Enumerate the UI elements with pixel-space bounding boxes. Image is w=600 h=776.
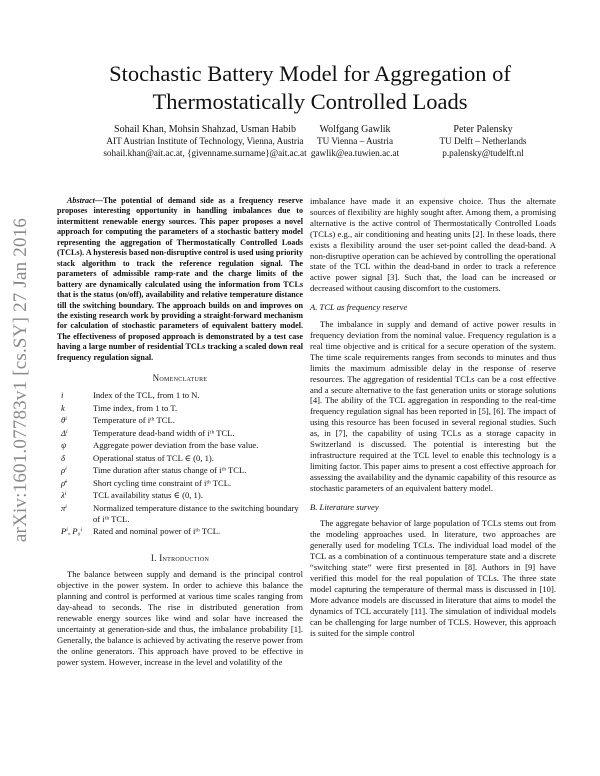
- author-names: Wolfgang Gawlik: [319, 124, 391, 135]
- nomenclature-symbol: ψ: [61, 440, 67, 451]
- nomenclature-symbol: Δⁱ: [61, 427, 68, 438]
- nomenclature-row: [57, 490, 303, 503]
- nomenclature-description: Time index, from 1 to T.: [93, 402, 178, 413]
- nomenclature-symbol: i: [61, 390, 64, 401]
- introduction-heading: I. Introduction: [150, 552, 210, 563]
- abstract-label: Abstract—: [67, 196, 103, 205]
- nomenclature-row: [57, 428, 303, 441]
- nomenclature-table: [57, 390, 303, 538]
- subsection-heading-a: A. TCL as frequency reserve: [310, 302, 408, 313]
- nomenclature-symbol: πⁱ: [61, 502, 68, 513]
- author-list: [0, 124, 600, 164]
- intro-continued-paragraph: imbalance have made it an expensive choice. Thus the alternate sources of flexibility are highly sought after. Among them, a promising alternative is the active control of Thermostatically Controlled Loads (TCLs) e.g., air conditioning and heating units [2]. In these loads, there exists a flexibility around the user set-point called the dead-band. A non-disruptive operation can be achieved by controlling the operational state of the TCL within the dead-band in order to track a reference active power signal [3]. Such that, the load can be increased or decreased without causing discomfort to the customers.: [310, 196, 556, 294]
- right-column: [310, 196, 556, 638]
- nomenclature-symbol: k: [61, 402, 65, 413]
- nomenclature-description: Time duration after status change of iᵗʰ TCL.: [93, 465, 247, 476]
- nomenclature-symbol: δ: [61, 452, 65, 463]
- nomenclature-symbol: λⁱ: [61, 490, 67, 501]
- nomenclature-row: [57, 453, 303, 466]
- nomenclature-description: Short cycling time constraint of iᵗʰ TCL.: [93, 477, 232, 488]
- arxiv-identifier: [8, 170, 34, 590]
- nomenclature-description: Rated and nominal power of iᵗʰ TCL.: [93, 526, 221, 537]
- nomenclature-description: Operational status of TCL ∈ (0, 1).: [93, 452, 214, 463]
- nomenclature-description: TCL availability status ∈ (0, 1).: [93, 490, 203, 501]
- author-email: gawlik@ea.tuwien.ac.at: [310, 147, 400, 158]
- abstract-text: The potential of demand side as a frequency reserve proposes interesting opportunity in handling imbalances due to intermittent renewable energy sources. This paper proposes a novel approach for computing the parameters of a stochastic battery model representing the aggregation of Thermostatically Controlled Loads (TCLs). A hysteresis based non-disruptive control is used using priority stack algorithm to track the reference regulation signal. The parameters of admissible ramp-rate and the charge limits of the battery are dynamically calculated using the information from TCLs that is the status (on/off), availability and relative temperature distance till the switching boundary. The approach builds on and improves on the existing research work by providing a straight-forward mechanism for calculation of stochastic parameters of equivalent battery model. The effectiveness of proposed approach is demonstrated by a test case having a large number of residential TCLs tracking a scaled down real frequency regulation signal.: [57, 196, 303, 362]
- nomenclature-description: Temperature dead-band width of iᵗʰ TCL.: [93, 427, 235, 438]
- author-names: Peter Palensky: [453, 124, 513, 135]
- nomenclature-row: [57, 440, 303, 453]
- nomenclature-symbol: ρⁱ: [61, 465, 67, 476]
- subsection-b-paragraph: The aggregate behavior of large population of TCLs stems out from the modeling approaches used. In literature, two approaches are generally used for modeling TCLs. The individual load model of the TCL as a combination of a continuous temperature state and a discrete “switching state” were first presented in [8]. Authors in [9] have verified this model for the real population of TCLs. The three state model capturing the temperature of thermal mass is discussed in [10]. More advance models are discussed in literature that aims to model the dynamics of TCL accurately [11]. The simulation of individual models can be challenging for large number of TCLS. However, this approach is suited for the simple control: [310, 518, 556, 638]
- nomenclature-row: [57, 478, 303, 491]
- nomenclature-description: Normalized temperature distance to the switching boundary of iᵗʰ TCL.: [93, 502, 299, 524]
- abstract: [57, 196, 303, 363]
- subsection-heading-b: B. Literature survey: [310, 501, 379, 512]
- author-block-tudelft: [418, 124, 548, 159]
- nomenclature-description: Temperature of iᵗʰ TCL.: [93, 415, 175, 426]
- nomenclature-description: Aggregate power deviation from the base value.: [93, 440, 259, 451]
- nomenclature-row: [57, 503, 303, 526]
- author-affiliation: AIT Austrian Institute of Technology, Vienna, Austria: [106, 136, 304, 146]
- left-column: [57, 196, 303, 668]
- arxiv-id-text: arXiv:1601.07783v1 [cs.SY] 27 Jan 2016: [10, 217, 31, 543]
- subsection-a-paragraph: The imbalance in supply and demand of active power results in frequency deviation from the nominal value. Frequency regulation is a real time objective and is critical for a secure operation of the system. The time scale requirements ranges from seconds to minutes and thus limits the maximum admissible delay in the response of reserve resources. The aggregation of residential TCLs can be a cost effective and a secure alternative to the fast generation units or storage solutions [4]. The ability of the TCL aggregation in responding to the real-time frequency regulation signal has been reported in [5], [6]. The impact of using this resource has been focused in several regional studies. Such as, in [7], the capability of using TCLs as a storage capacity in Switzerland is discussed. The potential is interesting but the infrastructure required at the TCL level to enable this technology is a limiting factor. This paper aims to present a cost effective approach for assessing the availability and the dynamic capability of this resource as stochastic parameters of an equivalent battery model.: [310, 319, 556, 493]
- paper-title: Stochastic Battery Model for Aggregation of Thermostatically Controlled Loads: [109, 61, 511, 114]
- nomenclature-row: [57, 465, 303, 478]
- author-block-tuvienna: [300, 124, 410, 159]
- author-affiliation: TU Delft – Netherlands: [439, 136, 527, 146]
- author-affiliation: TU Vienna – Austria: [316, 136, 394, 146]
- introduction-paragraph: The balance between supply and demand is the principal control objective in the power system. In order to achieve this balance the planning and control is performed at various time scales ranging from day-ahead to seconds. The rise in distributed generation from renewable energy sources like wind and solar have increased the uncertainty at generation-side and thus, the imbalance probability [1]. Generally, the balance is achieved by activating the reserve power from the online generators. This approach have proved to be effective in power system. However, increase in the level and volatility of the: [57, 569, 303, 667]
- author-email: p.palensky@tudelft.nl: [442, 147, 524, 158]
- author-email: sohail.khan@ait.ac.at, {givenname.surname}@ait.ac.at: [103, 147, 307, 158]
- nomenclature-heading: Nomenclature: [152, 373, 208, 384]
- nomenclature-row: [57, 415, 303, 428]
- nomenclature-row: [57, 390, 303, 403]
- nomenclature-row: [57, 403, 303, 416]
- author-names: Sohail Khan, Mohsin Shahzad, Usman Habib: [114, 124, 296, 135]
- nomenclature-description: Index of the TCL, from 1 to N.: [93, 390, 200, 401]
- nomenclature-symbol: ρ̄ⁱ: [61, 477, 67, 488]
- nomenclature-symbol: Pⁱ, P₀ⁱ: [61, 526, 83, 537]
- nomenclature-row: [57, 526, 303, 539]
- nomenclature-symbol: θⁱ: [61, 415, 67, 426]
